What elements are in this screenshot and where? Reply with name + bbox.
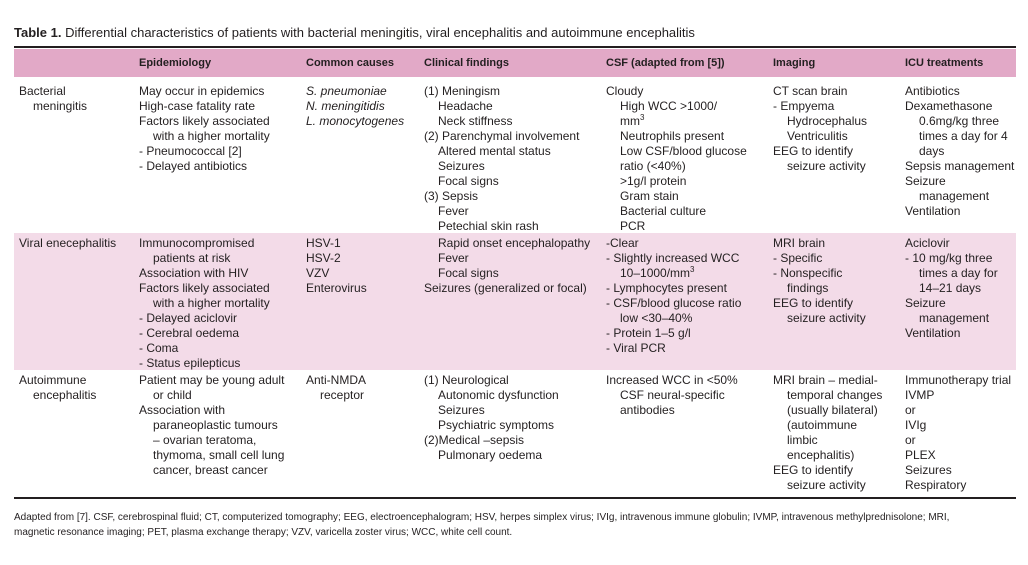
cell-line: Focal signs bbox=[438, 174, 499, 188]
cell-line: seizure activity bbox=[787, 478, 866, 492]
row-label bbox=[19, 236, 116, 251]
cell-line: Immunocompromised bbox=[139, 236, 255, 250]
cell-line: - Cerebral oedema bbox=[139, 326, 240, 340]
cell-line: - Viral PCR bbox=[606, 341, 666, 355]
cell-line: - Slightly increased WCC bbox=[606, 251, 740, 265]
imaging-cell bbox=[773, 236, 866, 326]
cell-line: meningitis bbox=[33, 99, 88, 113]
imaging-cell bbox=[773, 84, 867, 174]
bottom-rule bbox=[14, 497, 1016, 499]
cell-line: Seizures bbox=[438, 403, 485, 417]
cell-line: - Delayed antibiotics bbox=[139, 159, 248, 173]
cell-line: limbic bbox=[787, 433, 818, 447]
footnote-line: magnetic resonance imaging; PET, plasma exchange therapy; VZV, varicella zoster virus; WCC, white cell count. bbox=[14, 527, 513, 538]
cell-line: Focal signs bbox=[438, 266, 499, 280]
cell-line: PLEX bbox=[905, 448, 936, 462]
causes-cell bbox=[306, 236, 367, 296]
cell-line: Autoimmune bbox=[19, 373, 87, 387]
cell-line: $mm^3$ bbox=[620, 113, 645, 128]
cell-line: S. pneumoniae bbox=[306, 84, 387, 98]
footnote bbox=[14, 510, 1016, 540]
cell-line: seizure activity bbox=[787, 159, 866, 173]
cell-line: (2) Parenchymal involvement bbox=[424, 129, 580, 143]
cell-line: (3) Sepsis bbox=[424, 189, 479, 203]
cell-line: Cloudy bbox=[606, 84, 644, 98]
cell-line: - 10 mg/kg three bbox=[905, 251, 993, 265]
cell-line: - Specific bbox=[773, 251, 823, 265]
cell-line: Petechial skin rash bbox=[438, 219, 539, 233]
cell-line: EEG to identify bbox=[773, 296, 854, 310]
cell-line: Enterovirus bbox=[306, 281, 367, 295]
cell-line: CT scan brain bbox=[773, 84, 848, 98]
cell-line: Ventilation bbox=[905, 204, 961, 218]
cell-line: - Delayed aciclovir bbox=[139, 311, 238, 325]
csf-cell bbox=[606, 373, 738, 418]
causes-cell bbox=[306, 373, 366, 403]
cell-line: L. monocytogenes bbox=[306, 114, 405, 128]
icu-cell bbox=[905, 373, 1011, 493]
cell-line: Factors likely associated bbox=[139, 114, 270, 128]
cell-line: Association with bbox=[139, 403, 226, 417]
cell-line: Antibiotics bbox=[905, 84, 960, 98]
clinical-cell bbox=[424, 84, 579, 234]
clinical-cell bbox=[424, 236, 590, 296]
cell-line: Dexamethasone bbox=[905, 99, 993, 113]
cell-line: thymoma, small cell lung bbox=[153, 448, 285, 462]
cell-line: low <30–40% bbox=[620, 311, 693, 325]
cell-line: - CSF/blood glucose ratio bbox=[606, 296, 742, 310]
cell-line: Ventriculitis bbox=[787, 129, 848, 143]
cell-line: - Pneumococcal [2] bbox=[139, 144, 242, 158]
cell-line: management bbox=[919, 311, 990, 325]
cell-line: Seizures (generalized or focal) bbox=[424, 281, 587, 295]
icu-cell bbox=[905, 236, 998, 341]
cell-line: encephalitis bbox=[33, 388, 97, 402]
caption-label: Table 1. bbox=[14, 25, 62, 40]
cell-line: (autoimmune bbox=[787, 418, 858, 432]
header-csf: CSF (adapted from [5]) bbox=[606, 57, 725, 69]
cell-line: Altered mental status bbox=[438, 144, 551, 158]
cell-line: - Status epilepticus bbox=[139, 356, 241, 370]
row-label bbox=[19, 373, 96, 403]
cell-line: Seizures bbox=[905, 463, 952, 477]
header-epidemiology: Epidemiology bbox=[139, 57, 212, 69]
cell-line: Pulmonary oedema bbox=[438, 448, 543, 462]
csf-cell bbox=[606, 84, 747, 234]
row-label bbox=[19, 84, 87, 114]
cell-line: – ovarian teratoma, bbox=[153, 433, 257, 447]
icu-cell bbox=[905, 84, 1014, 219]
cell-line: days bbox=[919, 144, 945, 158]
cell-line: times a day for 4 bbox=[919, 129, 1008, 143]
cell-line: Bacterial culture bbox=[620, 204, 707, 218]
cell-line: High-case fatality rate bbox=[139, 99, 256, 113]
cell-line: -Clear bbox=[606, 236, 639, 250]
cell-line: Low CSF/blood glucose bbox=[620, 144, 747, 158]
cell-line: - Coma bbox=[139, 341, 179, 355]
cell-line: (2)Medical –sepsis bbox=[424, 433, 525, 447]
header-imaging: Imaging bbox=[773, 57, 816, 69]
cell-line: High WCC >1000/ bbox=[620, 99, 718, 113]
cell-line: Hydrocephalus bbox=[787, 114, 868, 128]
epidemiology-cell bbox=[139, 373, 284, 478]
cell-line: patients at risk bbox=[153, 251, 231, 265]
cell-line: or bbox=[905, 433, 916, 447]
cell-line: Factors likely associated bbox=[139, 281, 270, 295]
cell-line: ratio (<40%) bbox=[620, 159, 686, 173]
causes-cell bbox=[306, 84, 404, 129]
cell-line: or bbox=[905, 403, 916, 417]
top-rule bbox=[14, 46, 1016, 48]
imaging-cell bbox=[773, 373, 882, 493]
cell-line: Fever bbox=[438, 204, 469, 218]
cell-line: paraneoplastic tumours bbox=[153, 418, 278, 432]
cell-line: Seizure bbox=[905, 296, 946, 310]
cell-line: Neck stiffness bbox=[438, 114, 513, 128]
cell-line: - Protein 1–5 g/l bbox=[606, 326, 691, 340]
cell-line: Association with HIV bbox=[139, 266, 249, 280]
header-icu-treatments: ICU treatments bbox=[905, 57, 984, 69]
epidemiology-cell bbox=[139, 84, 270, 174]
cell-line: Neutrophils present bbox=[620, 129, 725, 143]
cell-line: (1) Neurological bbox=[424, 373, 509, 387]
cell-line: Increased WCC in <50% bbox=[606, 373, 738, 387]
cell-line: IVMP bbox=[905, 388, 935, 402]
cell-line: CSF neural-specific bbox=[620, 388, 725, 402]
cell-line: Ventilation bbox=[905, 326, 961, 340]
cell-line: Viral enecephalitis bbox=[19, 236, 117, 250]
cell-line: receptor bbox=[320, 388, 365, 402]
cell-line: Immunotherapy trial bbox=[905, 373, 1012, 387]
cell-line: Autonomic dysfunction bbox=[438, 388, 559, 402]
cell-line: (usually bilateral) bbox=[787, 403, 878, 417]
cell-line: Sepsis management bbox=[905, 159, 1015, 173]
cell-line: 14–21 days bbox=[919, 281, 982, 295]
cell-line: management bbox=[919, 189, 990, 203]
cell-line: seizure activity bbox=[787, 311, 866, 325]
cell-line: HSV-2 bbox=[306, 251, 341, 265]
cell-line: antibodies bbox=[620, 403, 675, 417]
cell-line: N. meningitidis bbox=[306, 99, 385, 113]
cell-line: EEG to identify bbox=[773, 144, 854, 158]
cell-line: IVIg bbox=[905, 418, 927, 432]
cell-line: EEG to identify bbox=[773, 463, 854, 477]
cell-line: Bacterial bbox=[19, 84, 66, 98]
cell-line: Patient may be young adult bbox=[139, 373, 285, 387]
cell-line: Seizure bbox=[905, 174, 946, 188]
cell-line: times a day for bbox=[919, 266, 998, 280]
footnote-line: Adapted from [7]. CSF, cerebrospinal fluid; CT, computerized tomography; EEG, electroencephalogram; HSV, herpes simplex virus; IVIg, intravenous immune globulin; IVMP, intravenous methylprednisolone; MRI, bbox=[14, 512, 950, 523]
cell-line: temporal changes bbox=[787, 388, 883, 402]
cell-line: Anti-NMDA bbox=[306, 373, 367, 387]
csf-cell bbox=[606, 236, 741, 356]
cell-line: Gram stain bbox=[620, 189, 679, 203]
cell-line: MRI brain bbox=[773, 236, 826, 250]
cell-line: - Lymphocytes present bbox=[606, 281, 727, 295]
cell-line: Respiratory bbox=[905, 478, 967, 492]
cell-line: with a higher mortality bbox=[153, 129, 270, 143]
cell-line: 0.6mg/kg three bbox=[919, 114, 1000, 128]
cell-line: Headache bbox=[438, 99, 493, 113]
cell-line: PCR bbox=[620, 219, 646, 233]
cell-line: MRI brain – medial- bbox=[773, 373, 878, 387]
header-common-causes: Common causes bbox=[306, 57, 395, 69]
cell-line: May occur in epidemics bbox=[139, 84, 265, 98]
table-caption bbox=[14, 25, 695, 40]
cell-line: encephalitis) bbox=[787, 448, 855, 462]
cell-line: - Nonspecific bbox=[773, 266, 843, 280]
cell-line: VZV bbox=[306, 266, 330, 280]
clinical-cell bbox=[424, 373, 559, 463]
header-clinical-findings: Clinical findings bbox=[424, 57, 509, 69]
cell-line: Fever bbox=[438, 251, 469, 265]
cell-line: - Empyema bbox=[773, 99, 835, 113]
cell-line: with a higher mortality bbox=[153, 296, 270, 310]
cell-line: Rapid onset encephalopathy bbox=[438, 236, 591, 250]
cell-line: Aciclovir bbox=[905, 236, 950, 250]
cell-line: or child bbox=[153, 388, 192, 402]
cell-line: (1) Meningism bbox=[424, 84, 501, 98]
cell-line: >1g/l protein bbox=[620, 174, 687, 188]
cell-line: Psychiatric symptoms bbox=[438, 418, 555, 432]
caption-text: Differential characteristics of patients with bacterial meningitis, viral encephalitis and autoimmune encephalitis bbox=[65, 25, 695, 40]
cell-line: HSV-1 bbox=[306, 236, 341, 250]
cell-line: cancer, breast cancer bbox=[153, 463, 268, 477]
cell-line: findings bbox=[787, 281, 829, 295]
cell-line: Seizures bbox=[438, 159, 485, 173]
epidemiology-cell bbox=[139, 236, 270, 371]
cell-line: $10-1000/mm^3$ bbox=[620, 265, 695, 280]
